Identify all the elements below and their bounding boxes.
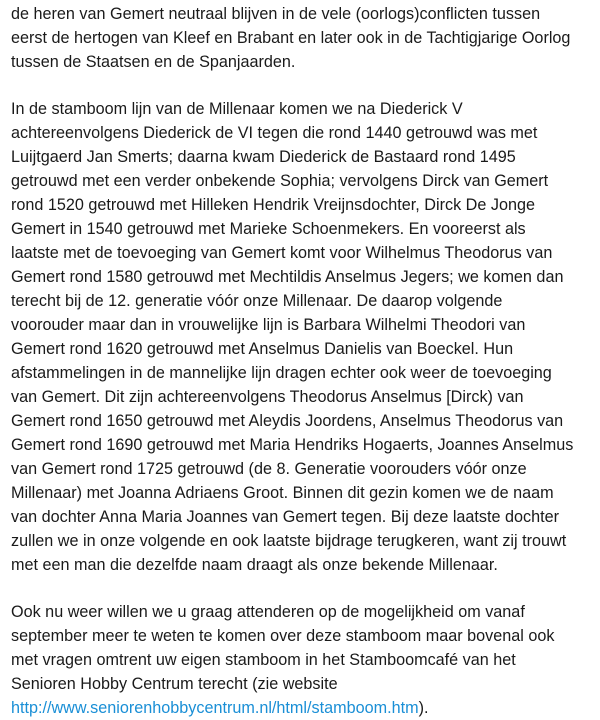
invitation-text: Ook nu weer willen we u graag attenderen op de mogelijkheid om vanaf september meer te weten te komen over deze stamboom maar bovenal ook met vragen omtrent uw eigen stamboom in het Stamboomcafé van het Senioren Hobby Centrum terecht (zie website <box>11 603 555 693</box>
paragraph-gemert-neutrality: de heren van Gemert neutraal blijven in de vele (oorlogs)conflicten tussen eerst de hertogen van Kleef en Brabant en later ook in de Tachtigjarige Oorlog tussen de Staatsen en de Spanjaarden. <box>11 5 571 71</box>
paragraph-stamboomcafe-invitation <box>11 600 590 720</box>
link-closing-punctuation: ). <box>418 699 429 717</box>
article-page <box>0 2 600 717</box>
stamboom-website-link[interactable]: http://www.seniorenhobbycentrum.nl/html/stamboom.htm <box>11 699 419 717</box>
paragraph-family-tree-lineage: In de stamboom lijn van de Millenaar komen we na Diederick V achtereenvolgens Diederick de VI tegen die rond 1440 getrouwd was met Luijtgaerd Jan Smerts; daarna kwam Diederick de Bastaard rond 1495 getrouwd met een verder onbekende Sophia; vervolgens Dirck van Gemert rond 1520 getrouwd met Hilleken Hendrik Vreijnsdochter, Dirck De Jonge Gemert in 1540 getrouwd met Marieke Schoenmekers. En vooreerst als laatste met de toevoeging van Gemert komt voor Wilhelmus Theodorus van Gemert rond 1580 getrouwd met Mechtildis Anselmus Jegers; we komen dan terecht bij de 12. generatie vóór onze Millenaar. De daarop volgende voorouder maar dan in vrouwelijke lijn is Barbara Wilhelmi Theodori van Gemert rond 1620 getrouwd met Anselmus Danielis van Boeckel. Hun afstammelingen in de mannelijke lijn dragen echter ook weer de toevoeging van Gemert. Dit zijn achtereenvolgens Theodorus Anselmus [Dirck) van Gemert rond 1650 getrouwd met Aleydis Joordens, Anselmus Theodorus van Gemert rond 1690 getrouwd met Maria Hendriks Hogaerts, Joannes Anselmus van Gemert rond 1725 getrouwd (de 8. Generatie voorouders vóór onze Millenaar) met Joanna Adriaens Groot. Binnen dit gezin komen we de naam van dochter Anna Maria Joannes van Gemert tegen. Bij deze laatste dochter zullen we in onze volgende en ook laatste bijdrage terugkeren, want zij trouwt met een man die dezelfde naam draagt als onze bekende Millenaar. <box>11 100 574 574</box>
